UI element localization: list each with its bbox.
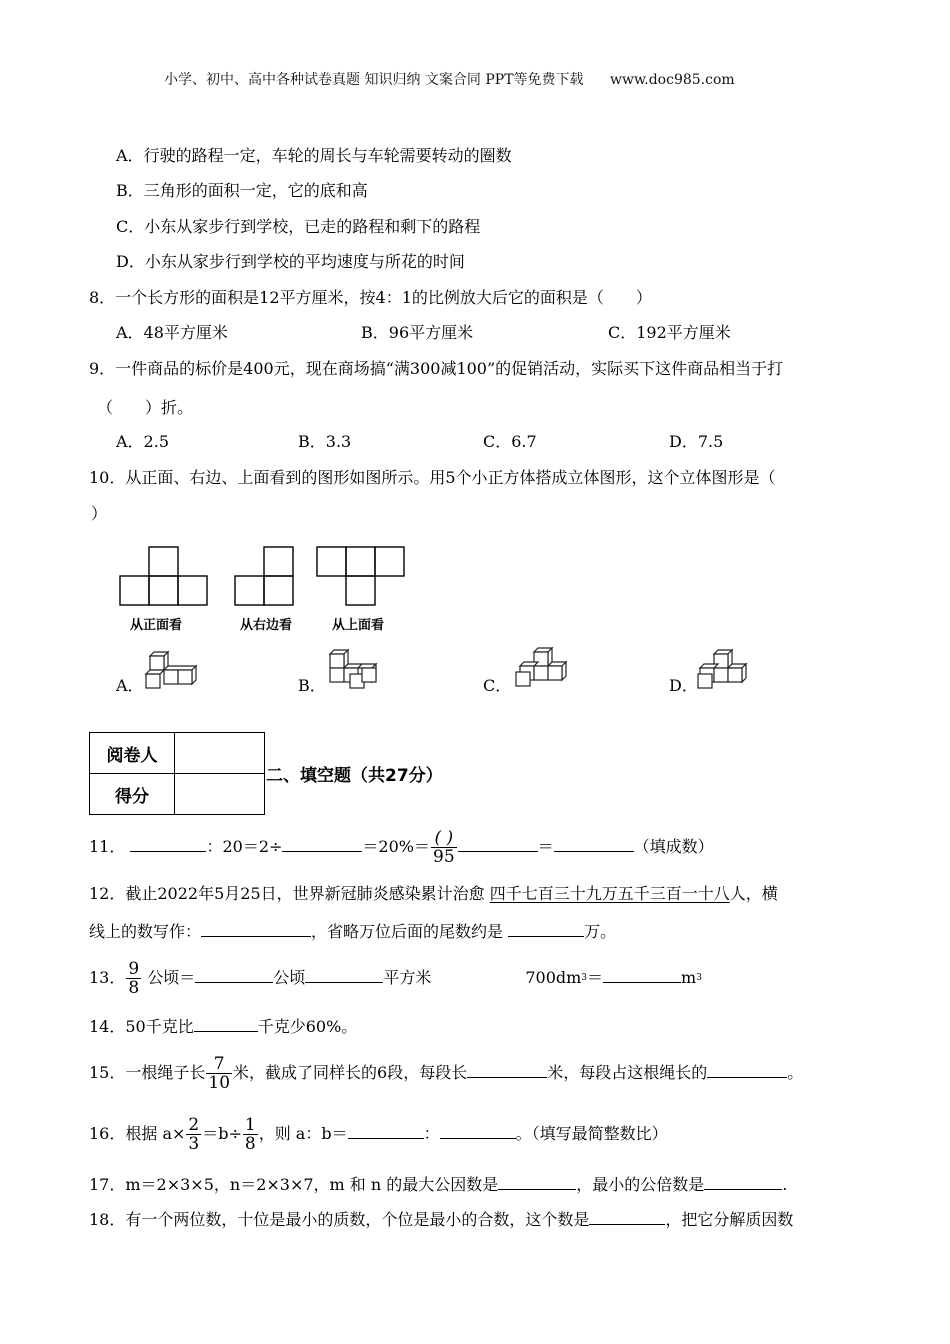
q12-blank-1[interactable]	[201, 920, 311, 937]
q17-blank-2[interactable]	[704, 1173, 782, 1190]
score-table	[89, 732, 265, 815]
q13-blank-1[interactable]	[195, 966, 273, 983]
reviewer-cell[interactable]	[175, 733, 265, 774]
header-url: www.doc985.com	[609, 72, 735, 88]
q17-blank-1[interactable]	[498, 1173, 576, 1190]
view-label-right: 从右边看	[240, 618, 293, 633]
q10-stem-line2: ）	[91, 504, 108, 523]
cube-figure-b-icon	[326, 648, 386, 693]
q7-option-a: A．行驶的路程一定，车轮的周长与车轮需要转动的圈数	[116, 146, 512, 165]
cube-figure-a-icon	[142, 648, 202, 693]
section-2-title: 二、填空题（共27分）	[266, 766, 443, 786]
q12-line1: 12．截止2022年5月25日，世界新冠肺炎感染累计治愈 四千七百三十九万五千三百一十八人，横	[89, 884, 778, 903]
question-11: 11． ：20＝2÷ ＝20%＝ $\frac{( )}{95}$ ＝ （填成数）	[89, 828, 714, 867]
question-13: 13． $\frac{9}{8}$ 公顷＝ 公顷 平方米 $700dm^3= m^3$	[89, 959, 702, 998]
q9-stem-line2: （ ）折。	[97, 398, 194, 417]
q8-option-b: B．96平方厘米	[361, 323, 474, 342]
question-18: 18．有一个两位数，十位是最小的质数，个位是最小的合数，这个数是 ，把它分解质因数	[89, 1210, 794, 1229]
q7-option-c: C．小东从家步行到学校，已走的路程和剩下的路程	[116, 217, 481, 236]
q12-blank-2[interactable]	[508, 920, 584, 937]
q11-fraction: $\frac{( )}{95}$	[433, 828, 455, 867]
q15-blank-2[interactable]	[707, 1061, 787, 1078]
q10-option-a: A．	[116, 676, 144, 695]
q18-blank-1[interactable]	[589, 1208, 665, 1225]
question-16: 16．根据 a× $\frac{2}{3}$ ＝b÷ $\frac{1}{8}$ ，则 a：b＝ ： 。（填写最简整数比）	[89, 1115, 668, 1154]
q11-blank-2[interactable]	[282, 835, 362, 852]
q16-fraction-1: $\frac{2}{3}$	[188, 1115, 200, 1154]
view-label-top: 从上面看	[332, 618, 385, 633]
question-14: 14．50千克比 千克少60%。	[89, 1017, 358, 1036]
q9-option-d: D．7.5	[669, 432, 724, 451]
q9-stem-line1: 9．一件商品的标价是400元，现在商场搞“满300减100”的促销活动，实际买下这件商品相当于打	[89, 359, 784, 378]
question-17: 17．m＝2×3×5，n＝2×3×7，m 和 n 的最大公因数是 ，最小的公倍数是 .	[89, 1175, 788, 1194]
cube-figure-d-icon	[696, 648, 756, 693]
q16-blank-1[interactable]	[348, 1122, 424, 1139]
q9-option-b: B．3.3	[298, 432, 352, 451]
q11-blank-1[interactable]	[130, 835, 206, 852]
question-15: 15．一根绳子长 $\frac{7}{10}$ 米，截成了同样长的6段，每段长 米，每段占这根绳长的 。	[89, 1054, 804, 1093]
q11-blank-3[interactable]	[458, 835, 538, 852]
q9-option-a: A．2.5	[116, 432, 170, 451]
header-text: 小学、初中、高中各种试卷真题 知识归纳 文案合同 PPT等免费下载	[164, 72, 584, 88]
q12-line2: 线上的数写作： ，省略万位后面的尾数约是 万。	[89, 922, 617, 941]
q15-blank-1[interactable]	[467, 1061, 547, 1078]
q16-blank-2[interactable]	[440, 1122, 516, 1139]
q7-option-d: D．小东从家步行到学校的平均速度与所花的时间	[116, 252, 465, 271]
page-header	[164, 70, 735, 90]
q10-option-b: B．	[298, 676, 326, 695]
q8-option-c: C．192平方厘米	[608, 323, 731, 342]
q16-fraction-2: $\frac{1}{8}$	[244, 1115, 256, 1154]
score-label: 得分	[90, 774, 175, 815]
q10-option-d: D．	[669, 676, 698, 695]
three-views-figure	[115, 545, 415, 609]
q10-stem-line1: 10．从正面、右边、上面看到的图形如图所示。用5个小正方体搭成立体图形，这个立体图形是（	[89, 468, 776, 487]
q7-option-b: B．三角形的面积一定，它的底和高	[116, 181, 368, 200]
q11-blank-4[interactable]	[554, 835, 634, 852]
q8-option-a: A．48平方厘米	[116, 323, 228, 342]
q8-stem: 8．一个长方形的面积是12平方厘米，按4：1的比例放大后它的面积是（ ）	[89, 288, 652, 307]
q13-blank-3[interactable]	[603, 966, 681, 983]
q12-underlined-number: 四千七百三十九万五千三百一十八	[489, 884, 730, 903]
view-label-front: 从正面看	[130, 618, 183, 633]
q13-blank-2[interactable]	[305, 966, 383, 983]
q9-option-c: C．6.7	[483, 432, 537, 451]
q10-option-c: C．	[483, 676, 512, 695]
q13-fraction: $\frac{9}{8}$	[128, 959, 140, 998]
reviewer-label: 阅卷人	[90, 733, 175, 774]
q15-fraction: $\frac{7}{10}$	[208, 1054, 231, 1093]
cube-figure-c-icon	[512, 646, 576, 691]
score-cell[interactable]	[175, 774, 265, 815]
q14-blank[interactable]	[194, 1015, 258, 1032]
